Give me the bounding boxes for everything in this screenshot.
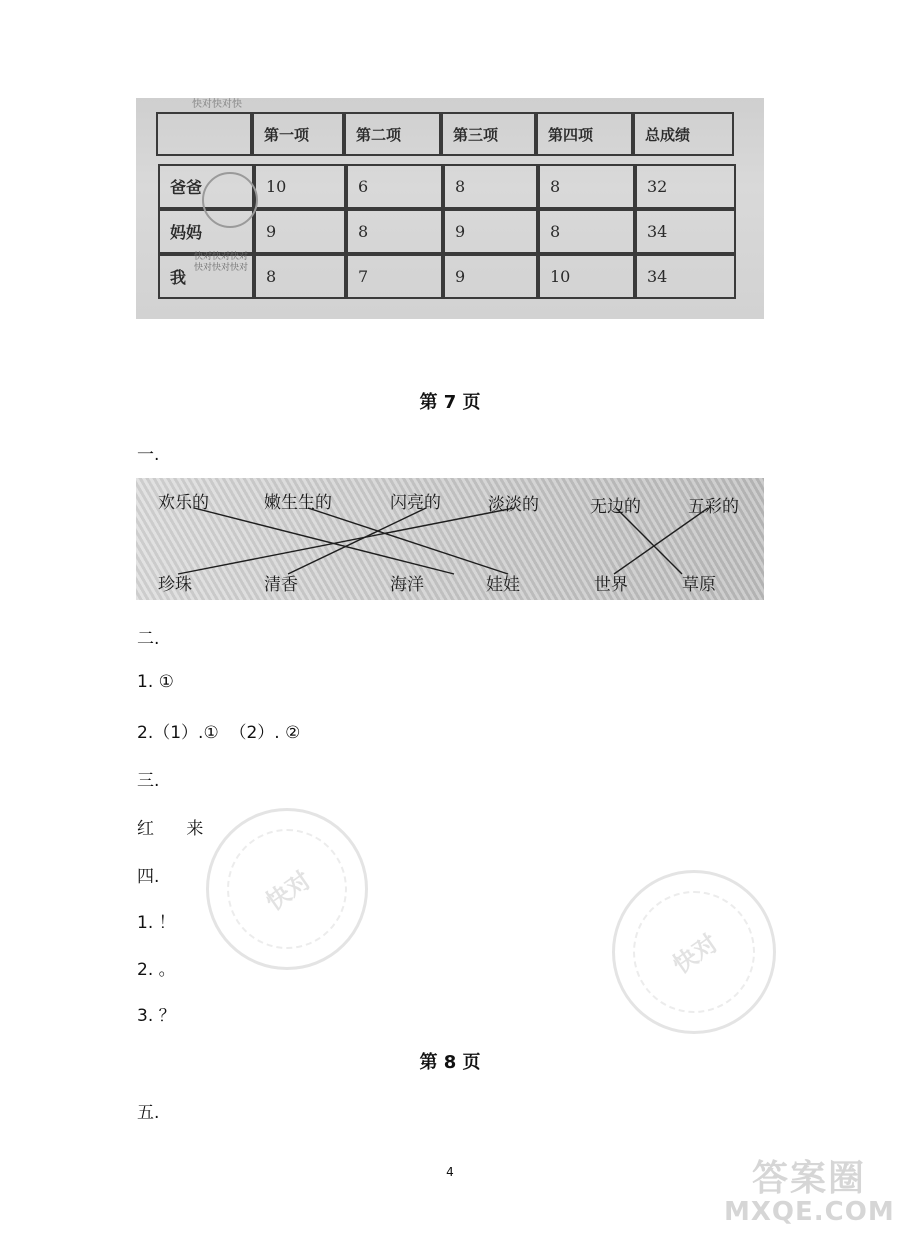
watermark-label: 快对 [667, 928, 724, 980]
page-heading: 第 7 页 [419, 392, 481, 413]
match-word-top: 闪亮的 [390, 493, 441, 513]
matching-lines [136, 478, 764, 600]
header-cell [156, 112, 252, 156]
match-word-top: 五彩的 [688, 497, 739, 517]
table-cell: 8 [538, 209, 635, 254]
table-cell: 8 [346, 209, 443, 254]
answer-line: 2.（1）.① （2）. ② [137, 723, 301, 743]
match-word-bottom: 世界 [594, 575, 628, 595]
score-table-header [156, 112, 738, 156]
table-cell: 9 [254, 209, 346, 254]
match-line [308, 508, 508, 574]
small-watermark-stamp [194, 164, 264, 274]
match-word-top: 欢乐的 [158, 493, 209, 513]
match-word-top: 无边的 [590, 497, 641, 517]
table-cell: 7 [346, 254, 443, 299]
match-word-bottom: 清香 [264, 575, 298, 595]
table-cell: 8 [254, 254, 346, 299]
section-label: 一. [137, 445, 160, 465]
answer-line: 1. ① [137, 672, 174, 692]
section-label: 三. [137, 771, 160, 791]
watermark-stamp [612, 870, 776, 1034]
match-word-bottom: 娃娃 [486, 575, 520, 595]
watermark-label: 快对 [260, 865, 317, 917]
score-table-photo [136, 98, 764, 319]
matching-exercise-photo [136, 478, 764, 600]
stamp-circle-icon [202, 172, 258, 228]
match-word-bottom: 海洋 [390, 575, 424, 595]
match-word-top: 嫩生生的 [264, 493, 332, 513]
table-cell: 32 [635, 164, 736, 209]
row-name: 爸爸 [158, 164, 254, 209]
row-name: 我 [158, 254, 254, 299]
match-line [616, 508, 682, 574]
table-cell: 10 [538, 254, 635, 299]
header-cell: 第二项 [344, 112, 441, 156]
table-cell: 9 [443, 209, 538, 254]
section-label: 五. [137, 1103, 160, 1123]
watermark-stamp [206, 808, 368, 970]
section-label: 二. [137, 629, 160, 649]
stamp-text: 快对快对快对 [194, 252, 249, 262]
brand-line: MXQE.COM [724, 1197, 895, 1227]
match-word-bottom: 草原 [682, 575, 716, 595]
match-line [288, 508, 426, 574]
table-cell: 9 [443, 254, 538, 299]
page-heading: 第 8 页 [419, 1052, 481, 1073]
header-cell: 第三项 [441, 112, 536, 156]
answer-line: 2. 。 [137, 960, 176, 980]
header-cell: 总成绩 [633, 112, 734, 156]
table-cell: 8 [538, 164, 635, 209]
answer-line: 1. ！ [137, 913, 176, 933]
section-label: 四. [137, 867, 160, 887]
row-name: 妈妈 [158, 209, 254, 254]
answer-line: 红 来 [137, 819, 204, 839]
page-number: 4 [446, 1165, 454, 1179]
table-cell: 34 [635, 254, 736, 299]
stamp-text: 快对快对快对 [194, 263, 249, 273]
table-cell: 34 [635, 209, 736, 254]
header-cell: 第一项 [252, 112, 344, 156]
brand-watermark [724, 1150, 894, 1227]
match-line [614, 508, 708, 574]
faint-text: 快对快对快 [192, 99, 242, 110]
answer-line: 3. ？ [137, 1006, 176, 1026]
header-cell: 第四项 [536, 112, 633, 156]
table-cell: 10 [254, 164, 346, 209]
match-line [194, 508, 454, 574]
match-word-top: 淡淡的 [488, 495, 539, 515]
table-cell: 6 [346, 164, 443, 209]
brand-line: 答案圈 [751, 1158, 866, 1199]
table-cell: 8 [443, 164, 538, 209]
match-word-bottom: 珍珠 [158, 575, 192, 595]
match-line [178, 508, 514, 574]
